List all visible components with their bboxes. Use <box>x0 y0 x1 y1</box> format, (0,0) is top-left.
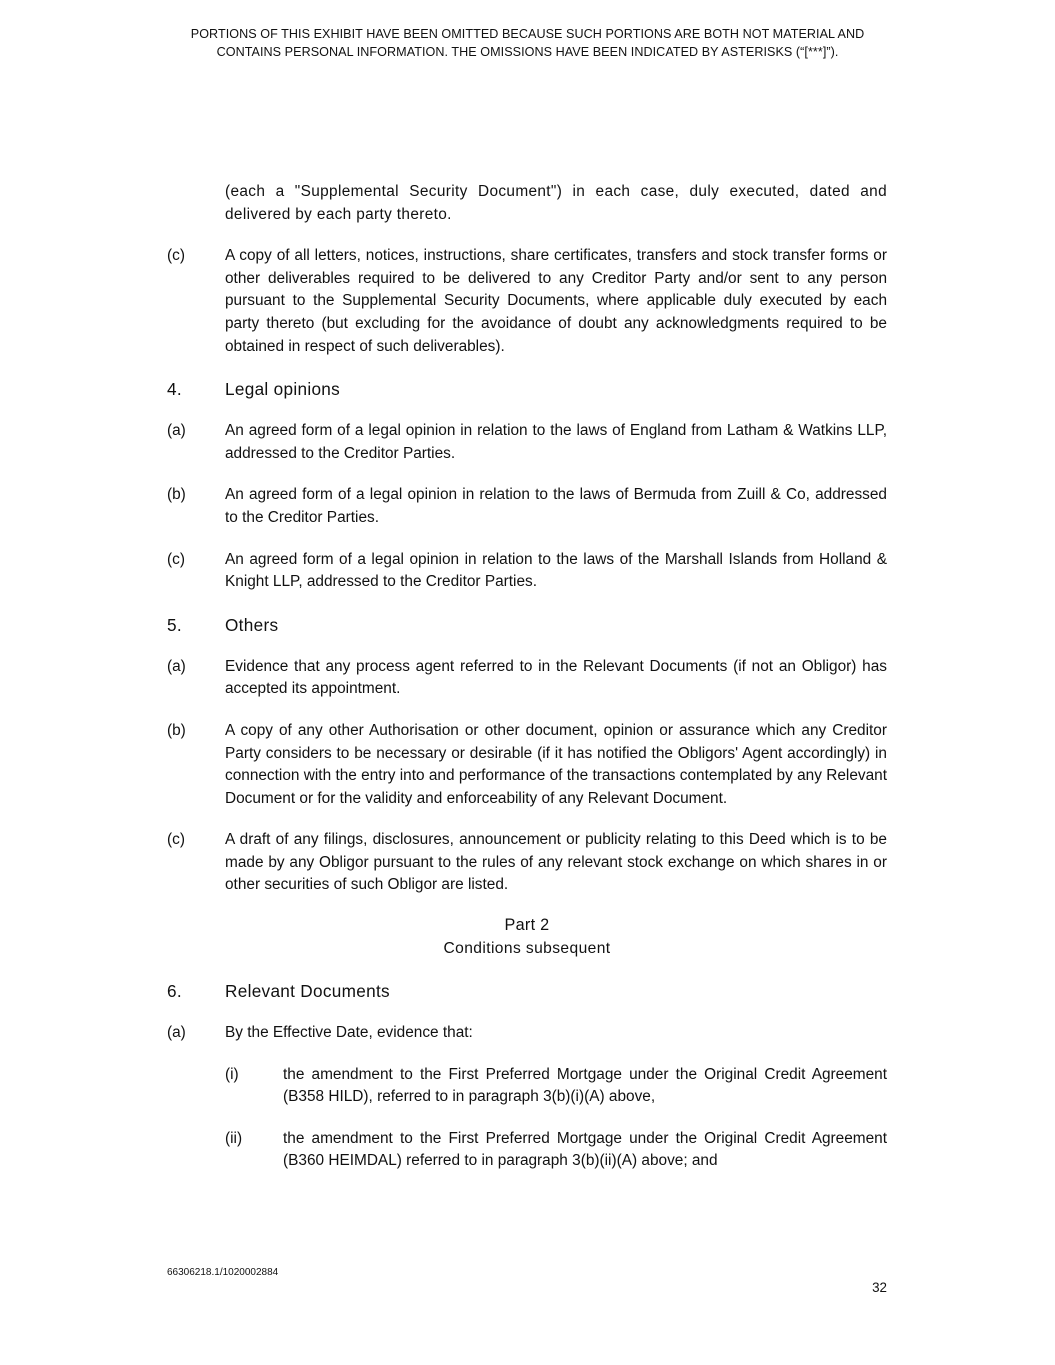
document-reference: 66306218.1/1020002884 <box>167 1267 279 1278</box>
section-4-item-b <box>167 484 887 529</box>
item-text: A copy of all letters, notices, instructions, share certificates, transfers and stock transfer forms or other deliverables required to be delivered to any Creditor Party and/or sent to any person pursuant to the Supplemental Security Documents, where applicable duly executed by each party thereto (but excluding for the avoidance of doubt any acknowledgments required to be obtained in respect of such deliverables). <box>225 247 887 355</box>
section-6-subitem-i <box>167 1064 887 1109</box>
item-label: (c) <box>167 831 185 849</box>
document-body <box>167 181 887 1173</box>
item-text: Evidence that any process agent referred to in the Relevant Documents (if not an Obligor) has accepted its appointment. <box>225 657 887 698</box>
section-title: Others <box>225 614 279 635</box>
section-6-heading <box>167 979 887 1003</box>
item-label: (c) <box>167 550 185 568</box>
item-label: (b) <box>167 486 186 504</box>
item-text: A draft of any filings, disclosures, announcement or publicity relating to this Deed which is to be made by any Obligor pursuant to the rules of any relevant stock exchange on which shares in or other securities of such Obligor are listed. <box>225 831 887 894</box>
section-4-item-c <box>167 549 887 594</box>
item-text: By the Effective Date, evidence that: <box>225 1024 473 1042</box>
section-6-subitem-ii <box>167 1128 887 1173</box>
subitem-label: (i) <box>225 1065 239 1083</box>
section-6-item-a <box>167 1022 887 1045</box>
section-5-item-b <box>167 720 887 810</box>
part-subtitle: Conditions subsequent <box>443 940 611 958</box>
section-5-item-a <box>167 656 887 701</box>
item-label: (a) <box>167 422 186 440</box>
item-text: A copy of any other Authorisation or other document, opinion or assurance which any Creditor Party considers to be necessary or desirable (if it has notified the Obligors' Agent accordingly) in connection with the entry into and performance of the transactions contemplated by any Relevant Document or for the validity and enforceability of any Relevant Document. <box>225 721 887 807</box>
subitem-label: (ii) <box>225 1129 243 1147</box>
item-text: An agreed form of a legal opinion in relation to the laws of Bermuda from Zuill & Co, addressed to the Creditor Parties. <box>225 486 887 526</box>
subitem-text: the amendment to the First Preferred Mortgage under the Original Credit Agreement (B358 HILD), referred to in paragraph 3(b)(i)(A) above, <box>283 1065 887 1106</box>
section-title: Relevant Documents <box>225 981 390 1002</box>
item-text: An agreed form of a legal opinion in relation to the laws of the Marshall Islands from Holland & Knight LLP, addressed to the Creditor Parties. <box>225 550 887 591</box>
section-number: 5. <box>167 614 182 635</box>
omission-notice-line-1: PORTIONS OF THIS EXHIBIT HAVE BEEN OMITTED BECAUSE SUCH PORTIONS ARE BOTH NOT MATERIAL AND <box>190 27 865 41</box>
omission-notice <box>130 25 925 61</box>
section-5-item-c <box>167 829 887 897</box>
item-label: (a) <box>167 657 186 675</box>
section-5-heading <box>167 613 887 637</box>
section-4-heading <box>167 377 887 401</box>
section-4-item-a <box>167 420 887 465</box>
item-label: (c) <box>167 247 185 265</box>
section-3-item-c <box>167 245 887 358</box>
omission-notice-line-2: CONTAINS PERSONAL INFORMATION. THE OMISSIONS HAVE BEEN INDICATED BY ASTERISKS (“[***]”). <box>216 45 839 59</box>
item-label: (a) <box>167 1024 186 1042</box>
part-2-heading <box>167 914 887 960</box>
part-title: Part 2 <box>504 916 550 935</box>
continuation-paragraph: (each a "Supplemental Security Document") in each case, duly executed, dated and delivered by each party thereto. <box>225 183 887 223</box>
section-number: 4. <box>167 379 182 400</box>
section-number: 6. <box>167 981 182 1002</box>
page-number: 32 <box>872 1280 887 1295</box>
subitem-text: the amendment to the First Preferred Mortgage under the Original Credit Agreement (B360 HEIMDAL) referred to in paragraph 3(b)(ii)(A) above; and <box>283 1129 887 1170</box>
item-text: An agreed form of a legal opinion in relation to the laws of England from Latham & Watkins LLP, addressed to the Creditor Parties. <box>225 422 887 462</box>
item-label: (b) <box>167 721 186 739</box>
section-title: Legal opinions <box>225 379 341 400</box>
